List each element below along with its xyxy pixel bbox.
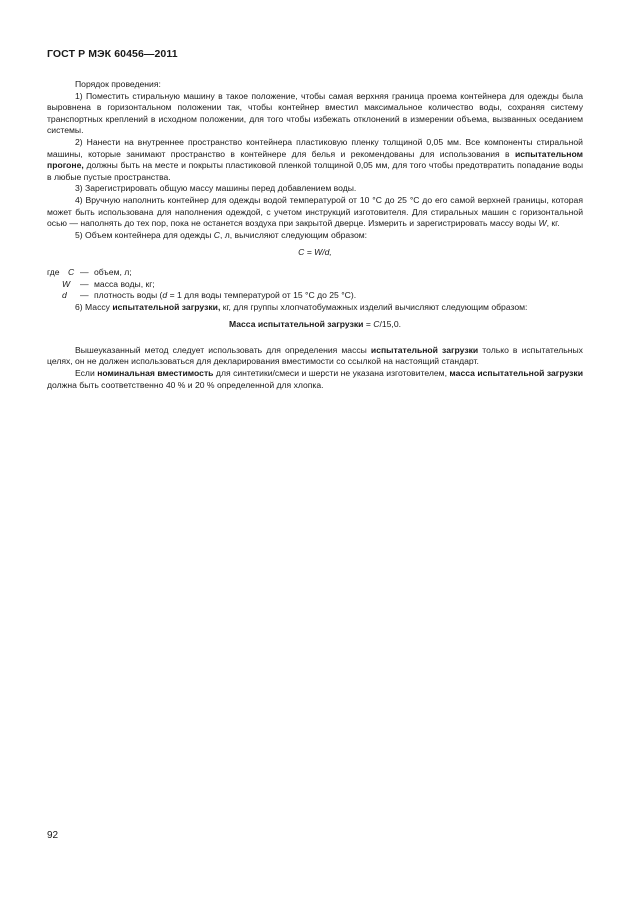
var-c: С: [213, 229, 220, 240]
step-4-text: 4) Вручную наполнить контейнер для одежды водой температурой от 10 °С до 25 °С до его самой верхней границы, которая может быть использована для наполнения одеждой, с учетом инструкций изготовителя. Для стиральных машин с горизонтальной осью — наполнять до тех пор, пока не останется воздуха при закрытой дверце. Измерить и зарегистрировать массу воды: [47, 194, 583, 229]
definition-w-symbol: W: [62, 278, 71, 289]
formula-volume-expr: C = W/d,: [298, 247, 332, 258]
definition-d-dash: —: [80, 290, 89, 301]
var-w: W: [538, 218, 547, 229]
step-3: 3) Зарегистрировать общую массу машины перед добавлением воды.: [75, 183, 357, 194]
definition-w: [47, 279, 583, 291]
term-test-load: испытательной загрузки,: [112, 301, 221, 312]
step-5-text-end: , л, вычисляют следующим образом:: [219, 229, 368, 240]
procedure-intro: Порядок проведения:: [75, 79, 161, 89]
document-header: ГОСТ Р МЭК 60456—2011: [47, 48, 178, 60]
formula-test-load-term: Масса испытательной загрузки: [228, 319, 364, 330]
definition-c-symbol: С: [68, 266, 75, 277]
term-test-load-mass: масса испытательной загрузки: [449, 368, 584, 379]
page-number: 92: [47, 830, 59, 841]
step-6: [47, 302, 583, 314]
definition-w-text: масса воды, кг;: [94, 278, 155, 289]
definition-d-text: плотность воды (d = 1 для воды температурой от 15 °С до 25 °С).: [94, 290, 357, 301]
formula-test-load-var: С: [373, 319, 380, 330]
step-5-text: 5) Объем контейнера для одежды: [75, 229, 214, 240]
definition-d-symbol: d: [62, 290, 67, 301]
step-6-text-end: кг, для группы хлопчатобумажных изделий вычисляют следующим образом:: [220, 301, 528, 312]
step-4-text-end: , кг.: [546, 218, 560, 229]
where-label: где: [47, 266, 60, 277]
step-1: 1) Поместить стиральную машину в такое положение, чтобы самая верхняя граница проема контейнера для одежды была выровнена в горизонтальном положении так, чтобы контейнер вместил максимальное количество воды, сохраняя систему транспортных креплений в исходном положении, для того чтобы избежать отклонений в измерении объема, вызванных оседанием системы.: [47, 90, 583, 136]
document-body: [47, 79, 583, 391]
term-test-run: испытательном прогоне,: [47, 148, 583, 171]
step-4: [47, 195, 583, 230]
definition-c-text: объем, л;: [94, 266, 132, 277]
step-2-text-end: должны быть на месте и покрыты пластиковой пленкой толщиной 0,05 мм, для того чтобы предотвратить попадание воды в любые пустые пространства.: [47, 160, 583, 182]
step-2: [47, 137, 583, 183]
paragraph-nominal-capacity: Если номинальная вместимость для синтетики/смеси и шерсти не указана изготовителем, масса испытательной загрузки должна быть соответственно 40 % и 20 % определенной для хлопка.: [47, 368, 584, 390]
step-5: [47, 230, 583, 242]
term-test-load: испытательной загрузки: [370, 344, 479, 355]
step-6-text: 6) Массу: [75, 301, 113, 312]
paragraph-method-note: Вышеуказанный метод следует использовать для определения массы испытательной загрузки только в испытательных целях, он не должен использоваться для декларирования вместимости со ссылкой на настоящий стандарт.: [47, 344, 583, 367]
definition-d: [47, 290, 583, 302]
term-nominal-capacity: номинальная вместимость: [97, 368, 214, 379]
formula-volume: [47, 247, 583, 259]
formula-test-load: Масса испытательной загрузки = С/15,0.: [228, 319, 401, 330]
step-2-text: 2) Нанести на внутреннее пространство контейнера пластиковую пленку толщиной 0,05 мм. Все компоненты стиральной машины, которые занимают пространство в контейнере для белья и рекомендованы для использования в: [47, 136, 583, 159]
definition-c-dash: —: [80, 266, 89, 277]
definition-c: [47, 267, 583, 279]
definition-w-dash: —: [80, 278, 89, 289]
